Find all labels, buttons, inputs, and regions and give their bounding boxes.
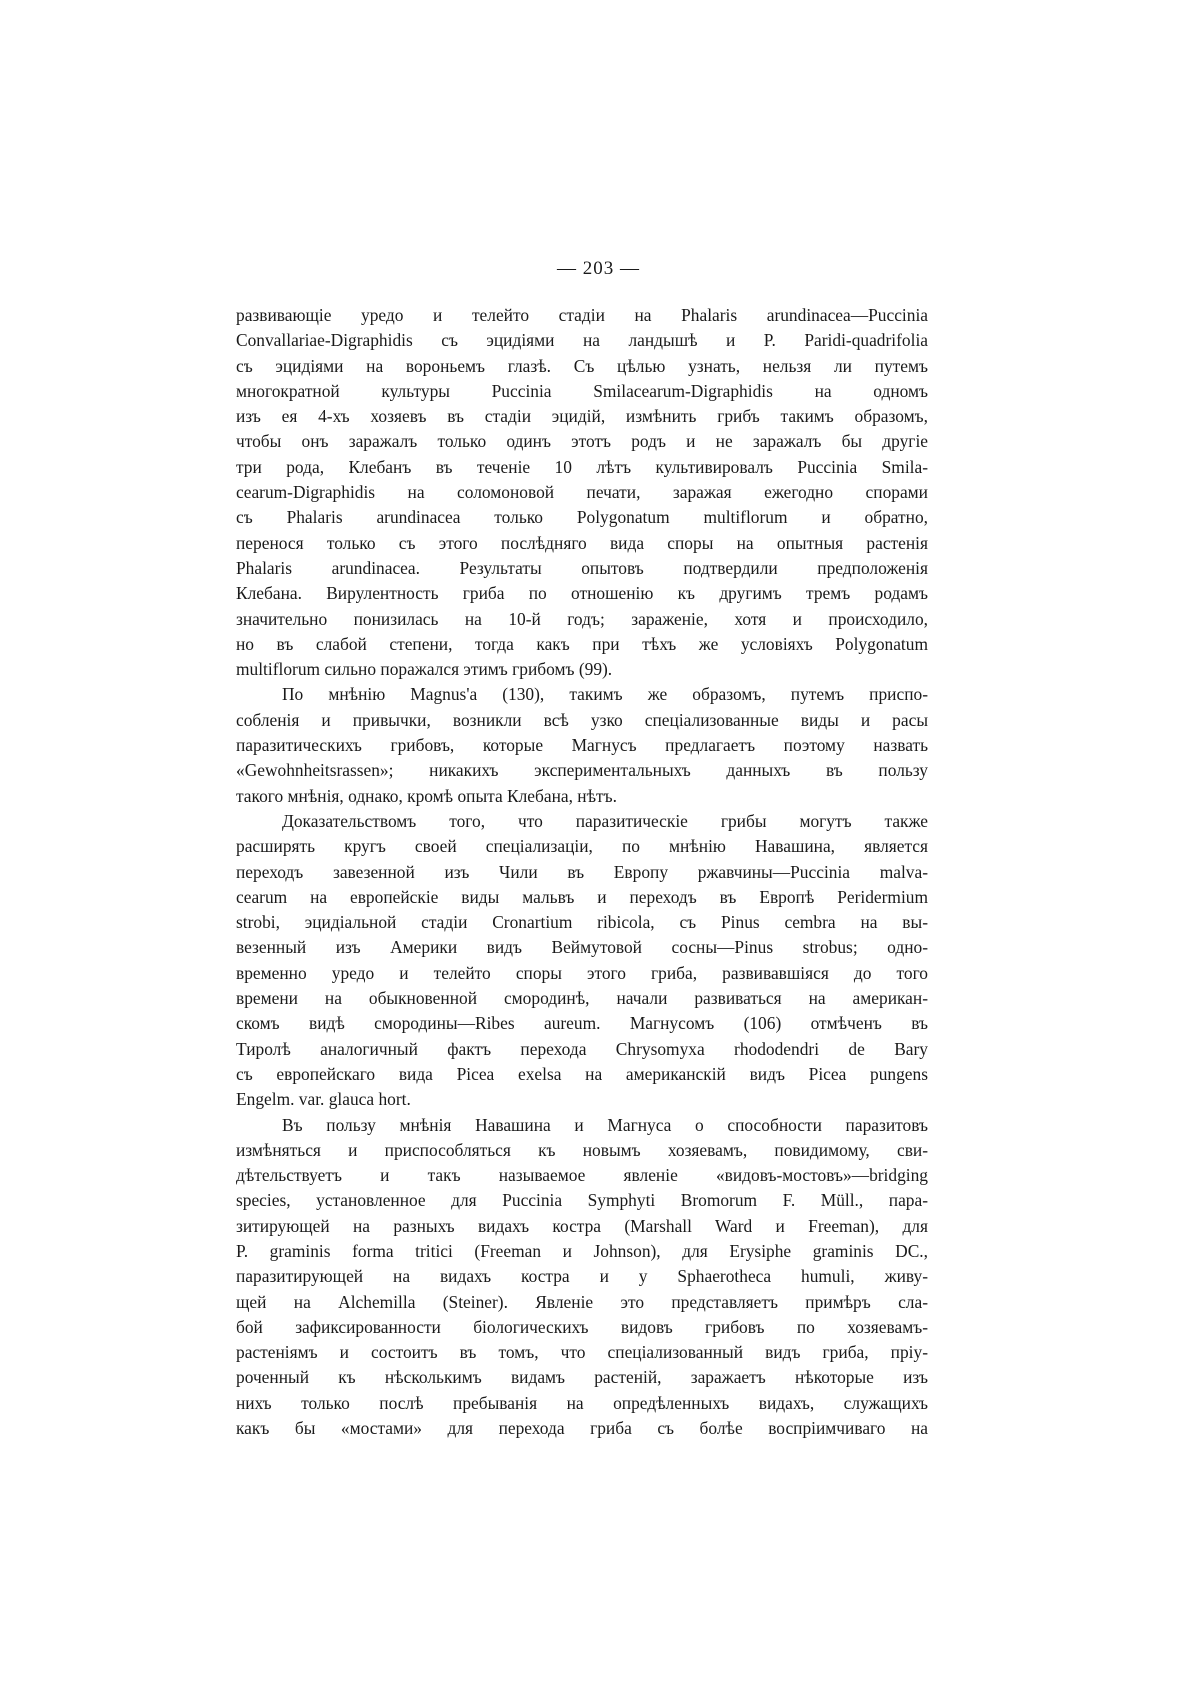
- text-line: Доказательствомъ того, что паразитическіе грибы могутъ также: [282, 810, 928, 831]
- text-line: strobi, эцидіальной стадіи Cronartium ribicola, съ Pinus cembra на вы-: [236, 912, 928, 933]
- text-line: но въ слабой степени, тогда какъ при тѣхъ же условіяхъ Polygonatum: [236, 633, 928, 654]
- text-line: P. graminis forma tritici (Freeman и Johnson), для Erysiphe graminis DC.,: [236, 1240, 928, 1261]
- text-line: Клебана. Вирулентность гриба по отношенію къ другимъ тремъ родамъ: [236, 583, 928, 604]
- text-line: развивающіе уредо и телейто стадіи на Phalaris arundinacea—Puccinia: [236, 305, 928, 325]
- text-line: Convallariae-Digraphidis съ эцидіями на ландышѣ и P. Paridi-quadrifolia: [236, 330, 928, 351]
- text-line: какъ бы «мостами» для перехода гриба съ болѣе воспріимчиваго на: [236, 1418, 928, 1439]
- text-line: Engelm. var. glauca hort.: [236, 1089, 411, 1110]
- body-text: [236, 303, 928, 1441]
- text-line: щей на Alchemilla (Steiner). Явленіе это представляетъ примѣръ сла-: [236, 1291, 928, 1312]
- page-number: — 203 —: [557, 258, 640, 279]
- text-line: такого мнѣнія, однако, кромѣ опыта Клебана, нѣтъ.: [236, 785, 617, 806]
- text-line: многократной культуры Puccinia Smilacearum-Digraphidis на одномъ: [236, 380, 928, 401]
- text-line: чтобы онъ заражалъ только одинъ этотъ родъ и не заражалъ бы другіе: [236, 431, 928, 452]
- text-line: везенный изъ Америки видъ Веймутовой сосны—Pinus strobus; одно-: [236, 937, 928, 958]
- text-line: съ Phalaris arundinacea только Polygonatum multiflorum и обратно,: [236, 507, 928, 528]
- text-line: Въ пользу мнѣнія Навашина и Магнуса о способности паразитовъ: [282, 1114, 928, 1135]
- text-line: значительно понизилась на 10-й годъ; зараженіе, хотя и происходило,: [236, 608, 928, 629]
- text-line: multiflorum сильно поражался этимъ грибомъ (99).: [236, 659, 613, 680]
- text-line: дѣтельствуетъ и такъ называемое явленіе «видовъ-мостовъ»—bridging: [236, 1165, 928, 1186]
- text-line: растеніямъ и состоитъ въ томъ, что спеціализованный видъ гриба, пріу-: [236, 1342, 928, 1363]
- text-line: измѣняться и приспособляться къ новымъ хозяевамъ, повидимому, сви-: [236, 1139, 928, 1160]
- text-line: три рода, Клебанъ въ теченіе 10 лѣтъ культивировалъ Puccinia Smila-: [236, 456, 928, 477]
- text-line: съ эцидіями на вороньемъ глазѣ. Съ цѣлью узнать, нельзя ли путемъ: [236, 355, 928, 376]
- text-line: зитирующей на разныхъ видахъ костра (Marshall Ward и Freeman), для: [236, 1215, 928, 1236]
- text-line: расширять кругъ своей спеціализаціи, по мнѣнію Навашина, является: [236, 836, 928, 857]
- text-line: Тиролѣ аналогичный фактъ перехода Chrysomyxa rhododendri de Bary: [236, 1038, 928, 1059]
- text-line: нихъ только послѣ пребыванія на опредѣленныхъ видахъ, служащихъ: [236, 1392, 928, 1413]
- text-line: бой зафиксированности біологическихъ видовъ грибовъ по хозяевамъ-: [236, 1316, 928, 1337]
- text-line: собленія и привычки, возникли всѣ узко спеціализованные виды и расы: [236, 709, 928, 730]
- text-line: переходъ завезенной изъ Чили въ Европу ржавчины—Puccinia malva-: [236, 861, 928, 882]
- text-line: По мнѣнію Magnus'а (130), такимъ же образомъ, путемъ приспо-: [282, 684, 928, 705]
- text-line: изъ ея 4-хъ хозяевъ въ стадіи эцидій, измѣнить грибъ такимъ образомъ,: [236, 406, 928, 427]
- text-line: cearum на европейскіе виды мальвъ и переходъ въ Европѣ Peridermium: [236, 886, 928, 907]
- text-line: паразитическихъ грибовъ, которые Магнусъ предлагаетъ поэтому назвать: [236, 735, 928, 756]
- text-line: паразитирующей на видахъ костра и у Sphaerotheca humuli, живу-: [236, 1266, 928, 1287]
- text-line: роченный къ нѣсколькимъ видамъ растеній, заражаетъ нѣкоторые изъ: [236, 1367, 928, 1388]
- text-line: Phalaris arundinacea. Результаты опытовъ подтвердили предположенія: [236, 557, 928, 578]
- text-line: cearum-Digraphidis на соломоновой печати, заражая ежегодно спорами: [236, 482, 928, 503]
- text-line: временно уредо и телейто споры этого гриба, развивавшіяся до того: [236, 962, 928, 983]
- text-line: «Gewohnheitsrassen»; никакихъ экспериментальныхъ данныхъ въ пользу: [236, 760, 928, 781]
- text-line: перенося только съ этого послѣдняго вида споры на опытныя растенія: [236, 532, 928, 553]
- text-line: времени на обыкновенной смородинѣ, начали развиваться на американ-: [236, 988, 928, 1009]
- text-line: скомъ видѣ смородины—Ribes aureum. Магнусомъ (106) отмѣченъ въ: [236, 1013, 928, 1034]
- text-line: species, установленное для Puccinia Symphyti Bromorum F. Müll., пара-: [236, 1190, 928, 1211]
- text-line: съ европейскаго вида Picea exelsa на американскій видъ Picea pungens: [236, 1063, 928, 1084]
